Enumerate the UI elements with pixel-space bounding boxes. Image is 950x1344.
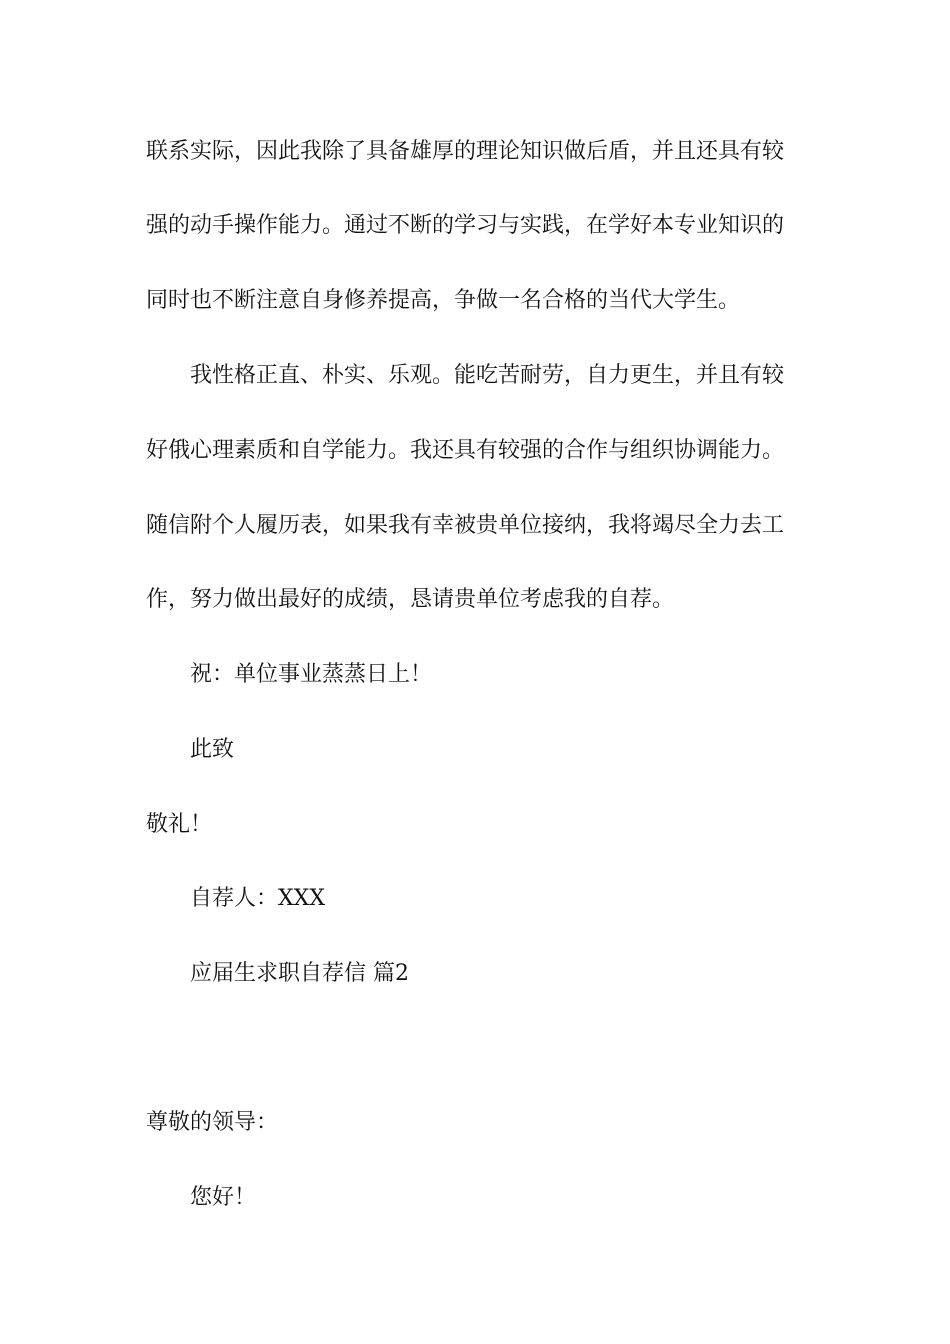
body-line-7: 作，努力做出最好的成绩，恳请贵单位考虑我的自荐。 <box>146 587 675 612</box>
body-line-4: 我性格正直、朴实、乐观。能吃苦耐劳，自力更生，并且有较 <box>190 363 785 388</box>
section-heading: 应届生求职自荐信 篇2 <box>190 961 409 986</box>
signature-line: 自荐人：XXX <box>190 886 325 911</box>
body-line-2: 强的动手操作能力。通过不断的学习与实践，在学好本专业知识的 <box>146 213 785 238</box>
body-line-1: 联系实际，因此我除了具备雄厚的理论知识做后盾，并且还具有较 <box>146 139 785 164</box>
closing-salutation: 此致 <box>190 737 235 762</box>
closing-respect: 敬礼！ <box>146 812 213 837</box>
closing-wish: 祝：单位事业蒸蒸日上！ <box>190 662 433 687</box>
greeting-hello: 您好！ <box>190 1185 257 1210</box>
greeting-recipient: 尊敬的领导： <box>146 1110 279 1135</box>
body-line-3: 同时也不断注意自身修养提高，争做一名合格的当代大学生。 <box>146 288 741 313</box>
body-line-6: 随信附个人履历表，如果我有幸被贵单位接纳，我将竭尽全力去工 <box>146 513 785 538</box>
body-line-5: 好俄心理素质和自学能力。我还具有较强的合作与组织协调能力。 <box>146 438 785 463</box>
